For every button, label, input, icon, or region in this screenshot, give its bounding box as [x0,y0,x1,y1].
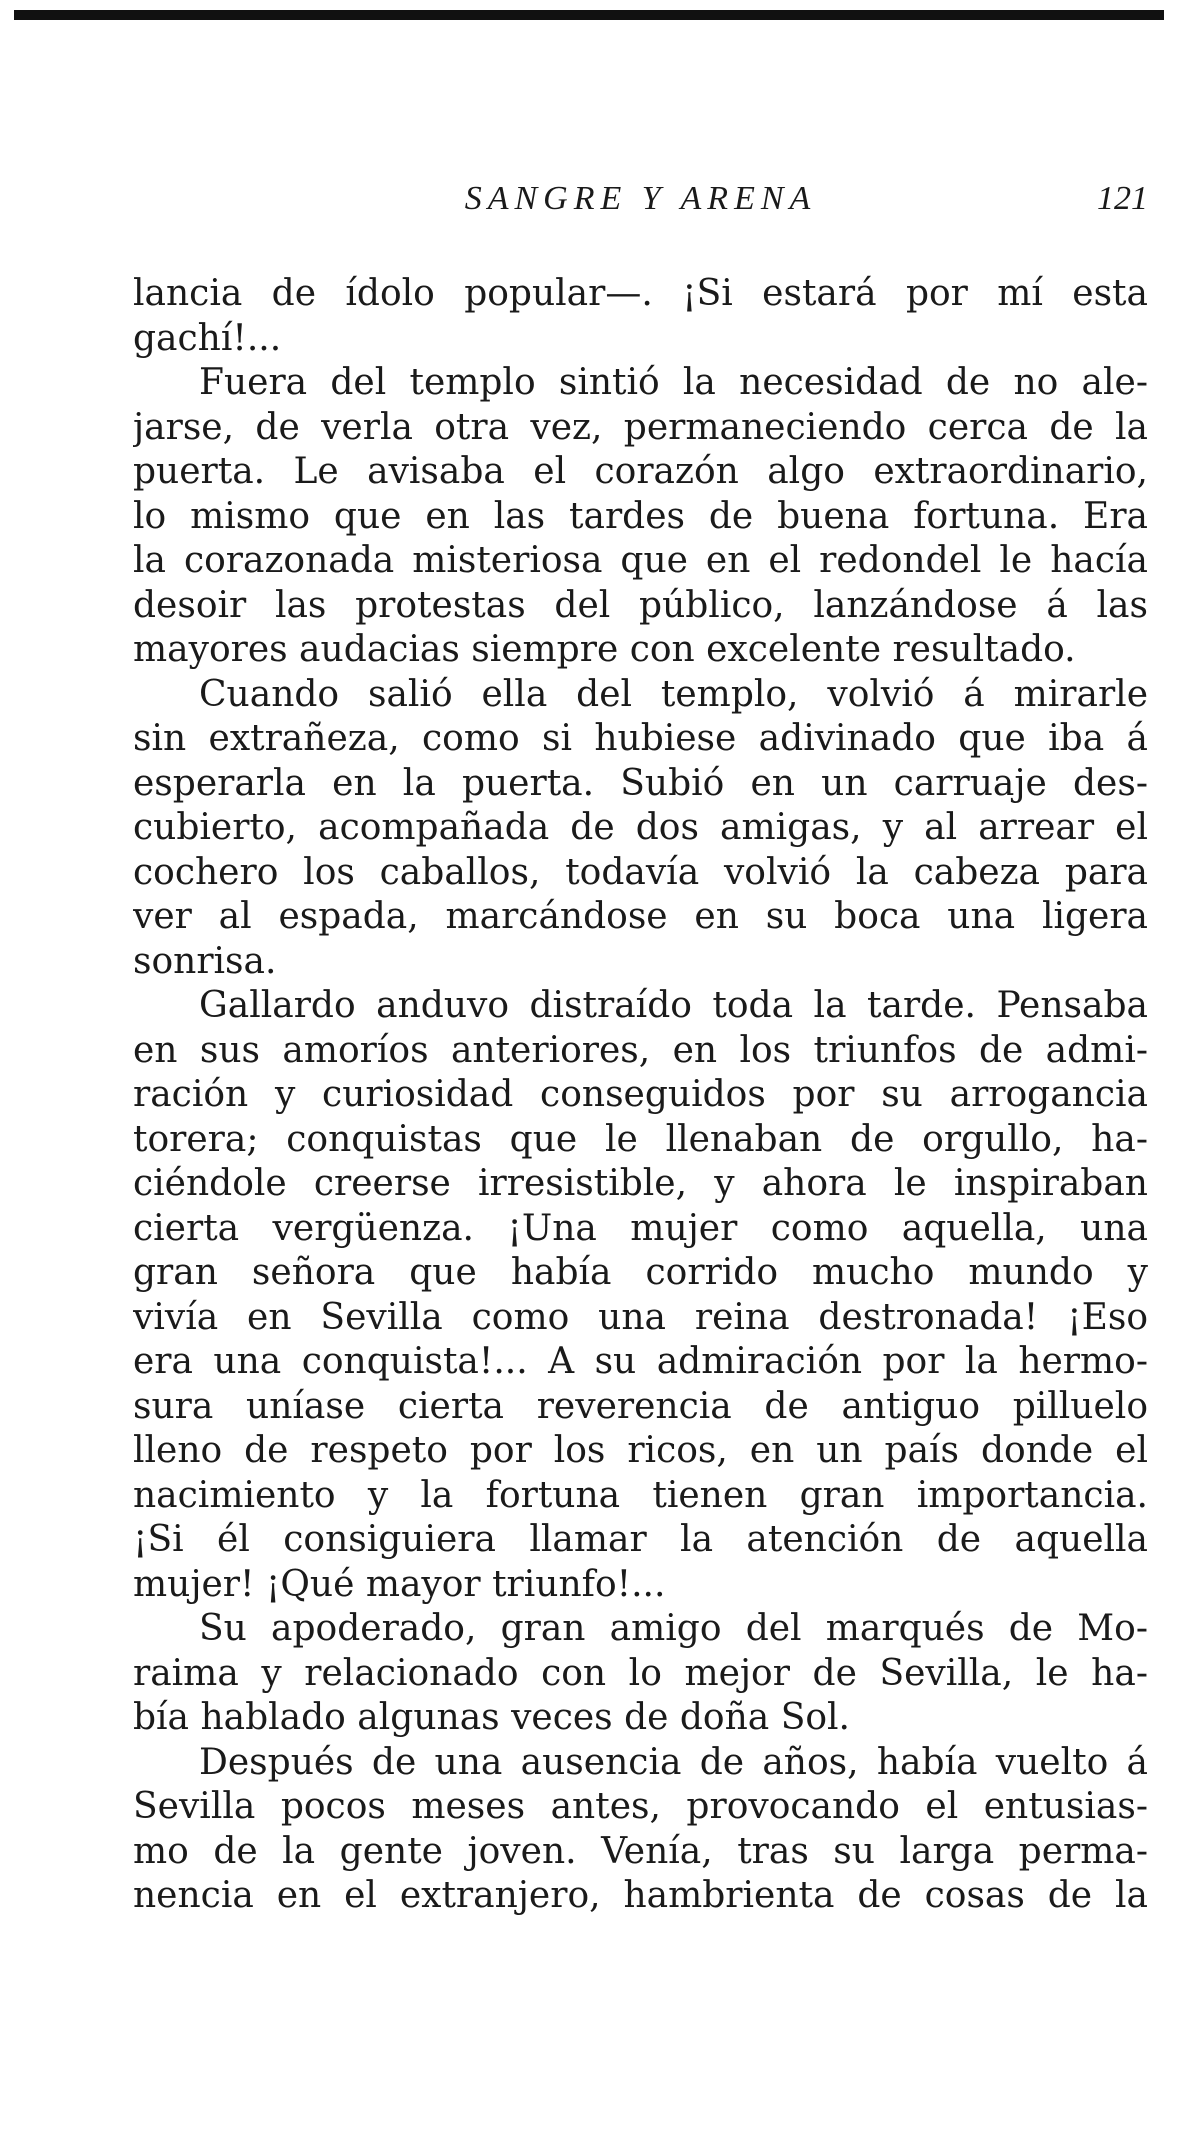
page-number: 121 [1097,180,1148,217]
text-line: Cuando salió ella del templo, volvió á mirarle [199,673,1148,715]
text-line: era una conquista!... A su admiración por la hermo- [133,1341,1148,1382]
text-line: desoir las protestas del público, lanzándose á las [133,584,1148,626]
text-line: lleno de respeto por los ricos, en un país donde el [133,1430,1148,1471]
text-line: lo mismo que en las tardes de buena fortuna. Era [133,495,1148,537]
text-line: cochero los caballos, todavía volvió la cabeza para [133,851,1148,893]
running-head [133,180,1148,228]
text-line: Después de una ausencia de años, había vuelto á [199,1741,1148,1783]
text-line: lancia de ídolo popular—. ¡Si estará por mí esta [133,273,1148,314]
text-line: cubierto, acompañada de dos amigas, y al arrear el [133,807,1148,848]
text-line: torera; conquistas que le llenaban de orgullo, ha- [133,1118,1148,1160]
text-line: mo de la gente joven. Venía, tras su larga perma- [133,1830,1148,1872]
text-line: sonrisa. [133,940,277,982]
text-line: esperarla en la puerta. Subió en un carruaje des- [133,762,1148,804]
text-line: jarse, de verla otra vez, permaneciendo cerca de la [133,406,1148,448]
text-line: nacimiento y la fortuna tienen gran importancia. [133,1474,1148,1516]
text-line: la corazonada misteriosa que en el redondel le hacía [133,540,1148,581]
text-line: mujer! ¡Qué mayor triunfo!... [133,1563,666,1605]
running-head-title: SANGRE Y ARENA [464,180,817,217]
text-line: sura uníase cierta reverencia de antiguo pilluelo [133,1385,1148,1427]
text-line: raima y relacionado con lo mejor de Sevilla, le ha- [133,1652,1148,1694]
text-line: gran señora que había corrido mucho mundo y [133,1252,1148,1293]
text-line: vivía en Sevilla como una reina destronada! ¡Eso [133,1296,1148,1338]
text-line: gachí!... [133,317,282,359]
text-line: ración y curiosidad conseguidos por su arrogancia [133,1074,1148,1115]
text-line: nencia en el extranjero, hambrienta de cosas de la [133,1875,1148,1916]
text-line: cierta vergüenza. ¡Una mujer como aquella, una [133,1207,1148,1249]
text-line: en sus amoríos anteriores, en los triunfos de admi- [133,1029,1148,1071]
text-line: sin extrañeza, como si hubiese adivinado que iba á [133,718,1148,759]
text-line: puerta. Le avisaba el corazón algo extraordinario, [133,451,1148,492]
text-line: Sevilla pocos meses antes, provocando el entusias- [133,1786,1148,1827]
text-line: Su apoderado, gran amigo del marqués de Mo- [199,1608,1148,1649]
text-line: ¡Si él consiguiera llamar la atención de aquella [133,1519,1148,1560]
text-line: Gallardo anduvo distraído toda la tarde. Pensaba [199,985,1148,1026]
text-line: ciéndole creerse irresistible, y ahora le inspiraban [133,1163,1148,1204]
text-line: Fuera del templo sintió la necesidad de no ale- [199,362,1148,403]
text-line: mayores audacias siempre con excelente resultado. [133,629,1076,670]
text-line: ver al espada, marcándose en su boca una ligera [133,896,1148,937]
top-rule [14,10,1164,20]
body-text [133,272,1148,1919]
text-line: bía hablado algunas veces de doña Sol. [133,1697,850,1738]
